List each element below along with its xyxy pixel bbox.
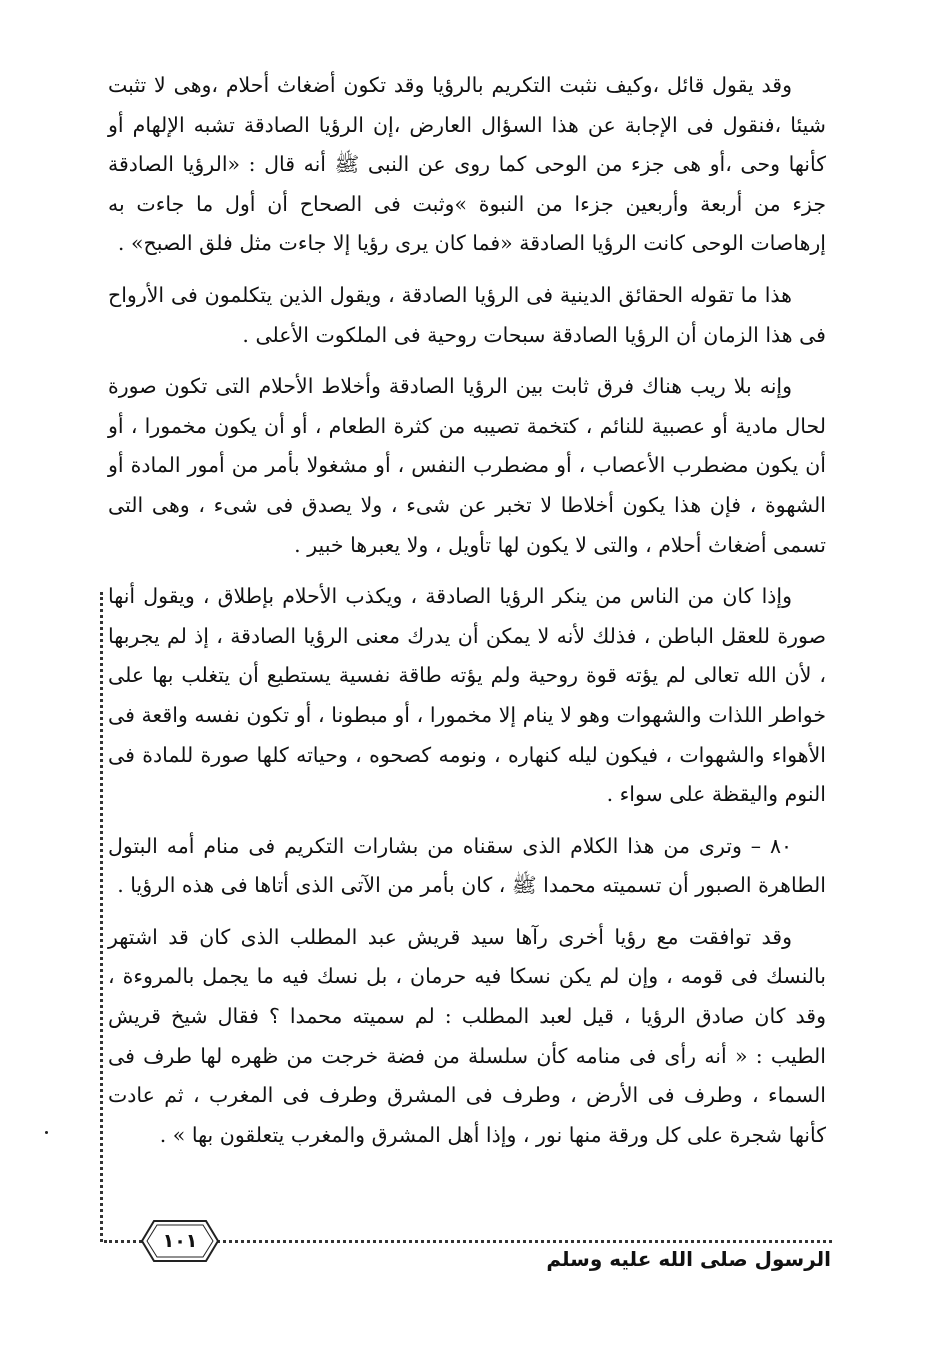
page-number: ١٠١: [162, 1230, 198, 1252]
paragraph-6: وقد توافقت مع رؤيا أخرى رآها سيد قريش عبد المطلب الذى كان قد اشتهر بالنسك فى قومه ، وإن لم يكن نسكا فيه حرمان ، بل نسك فيه ما يجمل بالمروءة ، وقد كان صادق الرؤيا ، قيل لعبد المطلب : لم سميته محمدا ؟ فقال شيخ قريش الطيب : « أنه رأى فى منامه كأن سلسلة من فضة خرجت من ظهره لها طرف فى السماء ، وطرف فى الأرض ، وطرف فى المشرق وطرف فى المغرب ، ثم عادت كأنها شجرة على كل ورقة منها نور ، وإذا أهل المشرق والمغرب يتعلقون بها » .: [108, 924, 826, 1147]
paragraph-5: ٨٠ – وترى من هذا الكلام الذى سقناه من بشارات التكريم فى منام أمه البتول الطاهرة الصبور أن تسميته محمدا ﷺ ، كان بأمر من الآتى الذى أتاها فى هذه الرؤيا .: [108, 833, 826, 898]
paragraph-3: وإنه بلا ريب هناك فرق ثابت بين الرؤيا الصادقة وأخلاط الأحلام التى تكون صورة لحال مادية أو عصبية للنائم ، كتخمة تصيبه من كثرة الطعام ، أو أن يكون مخمورا ، أو أن يكون مضطرب الأعصاب ، أو مضطرب النفس ، أو مشغولا بأمر من أمور المادة أو الشهوة ، فإن هذا يكون أخلاطا لا تخبر عن شىء ، ولا يصدق فى شىء ، وهى التى تسمى أضغاث أحلام ، والتى لا يكون لها تأويل ، ولا يعبرها خبير .: [108, 374, 826, 557]
paragraph-1: وقد يقول قائل ،وكيف نثبت التكريم بالرؤيا وقد تكون أضغاث أحلام ،وهى لا تثبت شيئا ،فنقول فى الإجابة عن هذا السؤال العارض ،إن الرؤيا الصادقة تشبه الإلهام أو كأنها وحى ،أو هى جزء من الوحى كما روى عن النبى ﷺ أنه قال : «الرؤيا الصادقة جزء من أربعة وأربعين جزءا من النبوة »وثبت فى الصحاح أن أول ما جاءت به إرهاصات الوحى كانت الرؤيا الصادقة «فما كان يرى رؤيا إلا جاءت مثل فلق الصبح» .: [108, 73, 826, 256]
side-dotted-rule: [100, 592, 103, 1242]
body-text: [108, 66, 826, 1155]
running-footer-title: الرسول صلى الله عليه وسلم: [546, 1247, 831, 1271]
paragraph-4: وإذا كان من الناس من ينكر الرؤيا الصادقة ، ويكذب الأحلام بإطلاق ، ويقول أنها صورة للعقل الباطن ، فذلك لأنه لا يمكن أن يدرك معنى الرؤيا الصادقة ، إذ لم يجربها ، لأن الله تعالى لم يؤته قوة روحية ولم يؤته طاقة نفسية يستطيع أن يتغلب بها على خواطر اللذات والشهوات وهو لا ينام إلا مخمورا ، أو مبطونا ، أو تكون نفسه واقعة فى الأهواء والشهوات ، فيكون ليله كنهاره ، ونومه كصحوه ، وحياته كلها صورة للمادة فى النوم واليقظة على سواء .: [108, 584, 826, 807]
page-number-badge: [140, 1218, 220, 1264]
paragraph-2: هذا ما تقوله الحقائق الدينية فى الرؤيا الصادقة ، ويقول الذين يتكلمون فى الأرواح فى هذا الزمان أن الرؤيا الصادقة سبحات روحية فى الملكوت الأعلى .: [108, 282, 826, 347]
margin-mark: [45, 1131, 48, 1134]
